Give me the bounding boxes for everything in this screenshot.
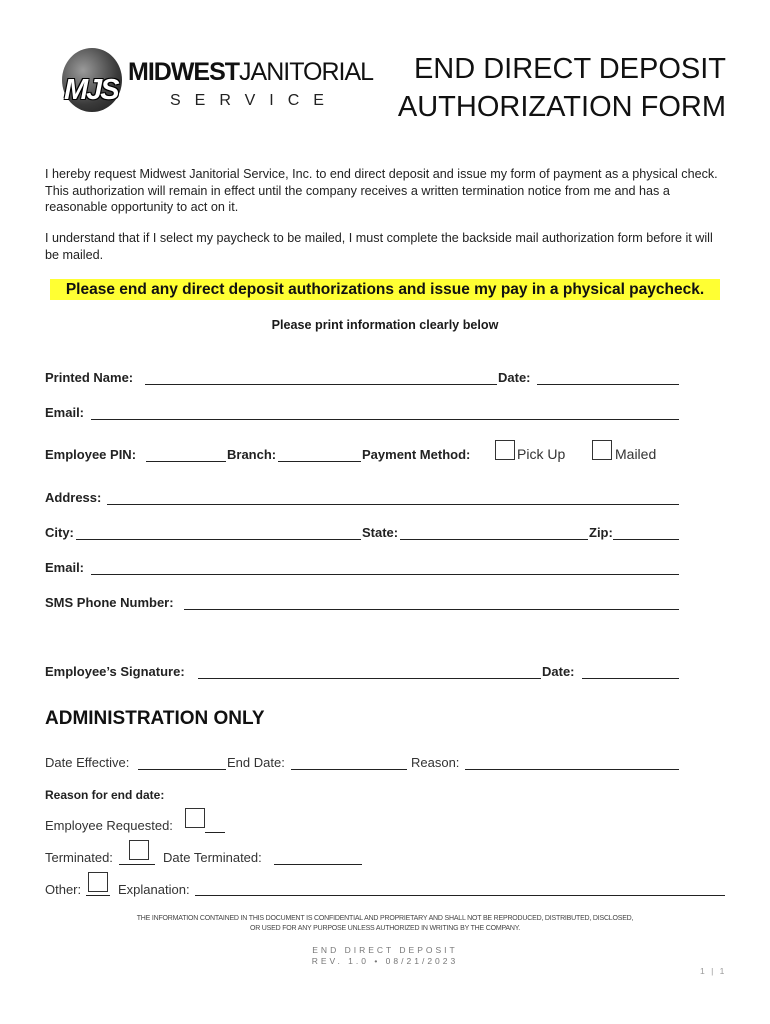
date-terminated-label: Date Terminated: — [163, 850, 262, 865]
footer-revision: REV. 1.0 • 08/21/2023 — [311, 956, 459, 966]
signature-field[interactable] — [198, 678, 541, 679]
logo-monogram: MJS — [64, 74, 118, 106]
email-field-2[interactable] — [91, 574, 679, 575]
end-date-field[interactable] — [291, 769, 407, 770]
branch-field[interactable] — [278, 461, 361, 462]
other-line — [86, 895, 110, 896]
reason-label: Reason: — [411, 755, 460, 770]
logo-name-thin: JANITORIAL — [239, 58, 374, 86]
employee-requested-label: Employee Requested: — [45, 818, 173, 833]
signature-date-field[interactable] — [582, 678, 679, 679]
logo-subtitle: SERVICE — [170, 92, 338, 109]
signature-date-label: Date: — [542, 664, 575, 679]
reason-field[interactable] — [465, 769, 679, 770]
form-title — [396, 50, 726, 126]
mailed-checkbox[interactable] — [592, 440, 612, 460]
logo-company-name — [128, 58, 373, 87]
admin-section-title: ADMINISTRATION ONLY — [45, 708, 265, 729]
sms-phone-label: SMS Phone Number: — [45, 595, 174, 610]
signature-label: Employee’s Signature: — [45, 664, 185, 679]
terminated-label: Terminated: — [45, 850, 113, 865]
email-label-2: Email: — [45, 560, 85, 575]
employee-pin-label: Employee PIN: — [45, 447, 137, 462]
confidentiality-notice — [0, 914, 770, 934]
date-effective-label: Date Effective: — [45, 755, 130, 770]
explanation-label: Explanation: — [118, 882, 190, 897]
date-terminated-field[interactable] — [274, 864, 362, 865]
employee-requested-checkbox[interactable] — [185, 808, 205, 828]
confidentiality-line2: OR USED FOR ANY PURPOSE UNLESS AUTHORIZED IN WRITING BY THE COMPANY. — [249, 925, 521, 932]
other-label: Other: — [45, 882, 82, 897]
highlight-banner — [50, 279, 720, 300]
intro-paragraph: I hereby request Midwest Janitorial Service, Inc. to end direct deposit and issue my form of payment as a physical check. This authorization will remain in effect until the company receives a written termination notice from me and has a reasonable opportunity to act on it. — [45, 167, 718, 214]
page-number: 1 | 1 — [700, 966, 727, 976]
company-logo — [62, 44, 374, 126]
payment-method-label: Payment Method: — [362, 447, 471, 462]
other-checkbox[interactable] — [88, 872, 108, 892]
end-date-label: End Date: — [227, 755, 285, 770]
zip-label: Zip: — [589, 525, 613, 540]
form-title-line2: AUTHORIZATION FORM — [397, 91, 726, 123]
confidentiality-line1: THE INFORMATION CONTAINED IN THIS DOCUMENT IS CONFIDENTIAL AND PROPRIETARY AND SHALL NOT BE REPRODUCED, DISTRIBUTED, DISCLOSED, — [136, 915, 634, 922]
document-footer — [0, 945, 770, 967]
date-effective-field[interactable] — [138, 769, 226, 770]
employee-requested-line — [205, 832, 225, 833]
city-field[interactable] — [76, 539, 361, 540]
address-field[interactable] — [107, 504, 679, 505]
date-label: Date: — [498, 370, 531, 385]
address-label: Address: — [45, 490, 102, 505]
mailed-label: Mailed — [615, 446, 657, 462]
print-instruction: Please print information clearly below — [271, 318, 499, 332]
branch-label: Branch: — [227, 447, 277, 462]
city-label: City: — [45, 525, 74, 540]
printed-name-field[interactable] — [145, 384, 497, 385]
footer-doc-name: END DIRECT DEPOSIT — [312, 945, 458, 955]
zip-field[interactable] — [613, 539, 679, 540]
pick-up-checkbox[interactable] — [495, 440, 515, 460]
form-title-line1: END DIRECT DEPOSIT — [413, 53, 726, 85]
date-field[interactable] — [537, 384, 679, 385]
printed-name-label: Printed Name: — [45, 370, 134, 385]
terminated-checkbox[interactable] — [129, 840, 149, 860]
mail-notice-paragraph: I understand that if I select my paycheck to be mailed, I must complete the backside mail authorization form before it will be mailed. — [45, 231, 713, 262]
pick-up-label: Pick Up — [517, 446, 566, 462]
email-label: Email: — [45, 405, 85, 420]
sms-phone-field[interactable] — [184, 609, 679, 610]
explanation-field[interactable] — [195, 895, 725, 896]
logo-name-bold: MIDWEST — [128, 58, 240, 86]
reason-end-date-heading: Reason for end date: — [45, 788, 165, 802]
state-field[interactable] — [400, 539, 588, 540]
state-label: State: — [362, 525, 399, 540]
email-field[interactable] — [91, 419, 679, 420]
highlight-text: Please end any direct deposit authorizations and issue my pay in a physical paycheck. — [65, 281, 705, 298]
terminated-line — [119, 864, 155, 865]
employee-pin-field[interactable] — [146, 461, 226, 462]
